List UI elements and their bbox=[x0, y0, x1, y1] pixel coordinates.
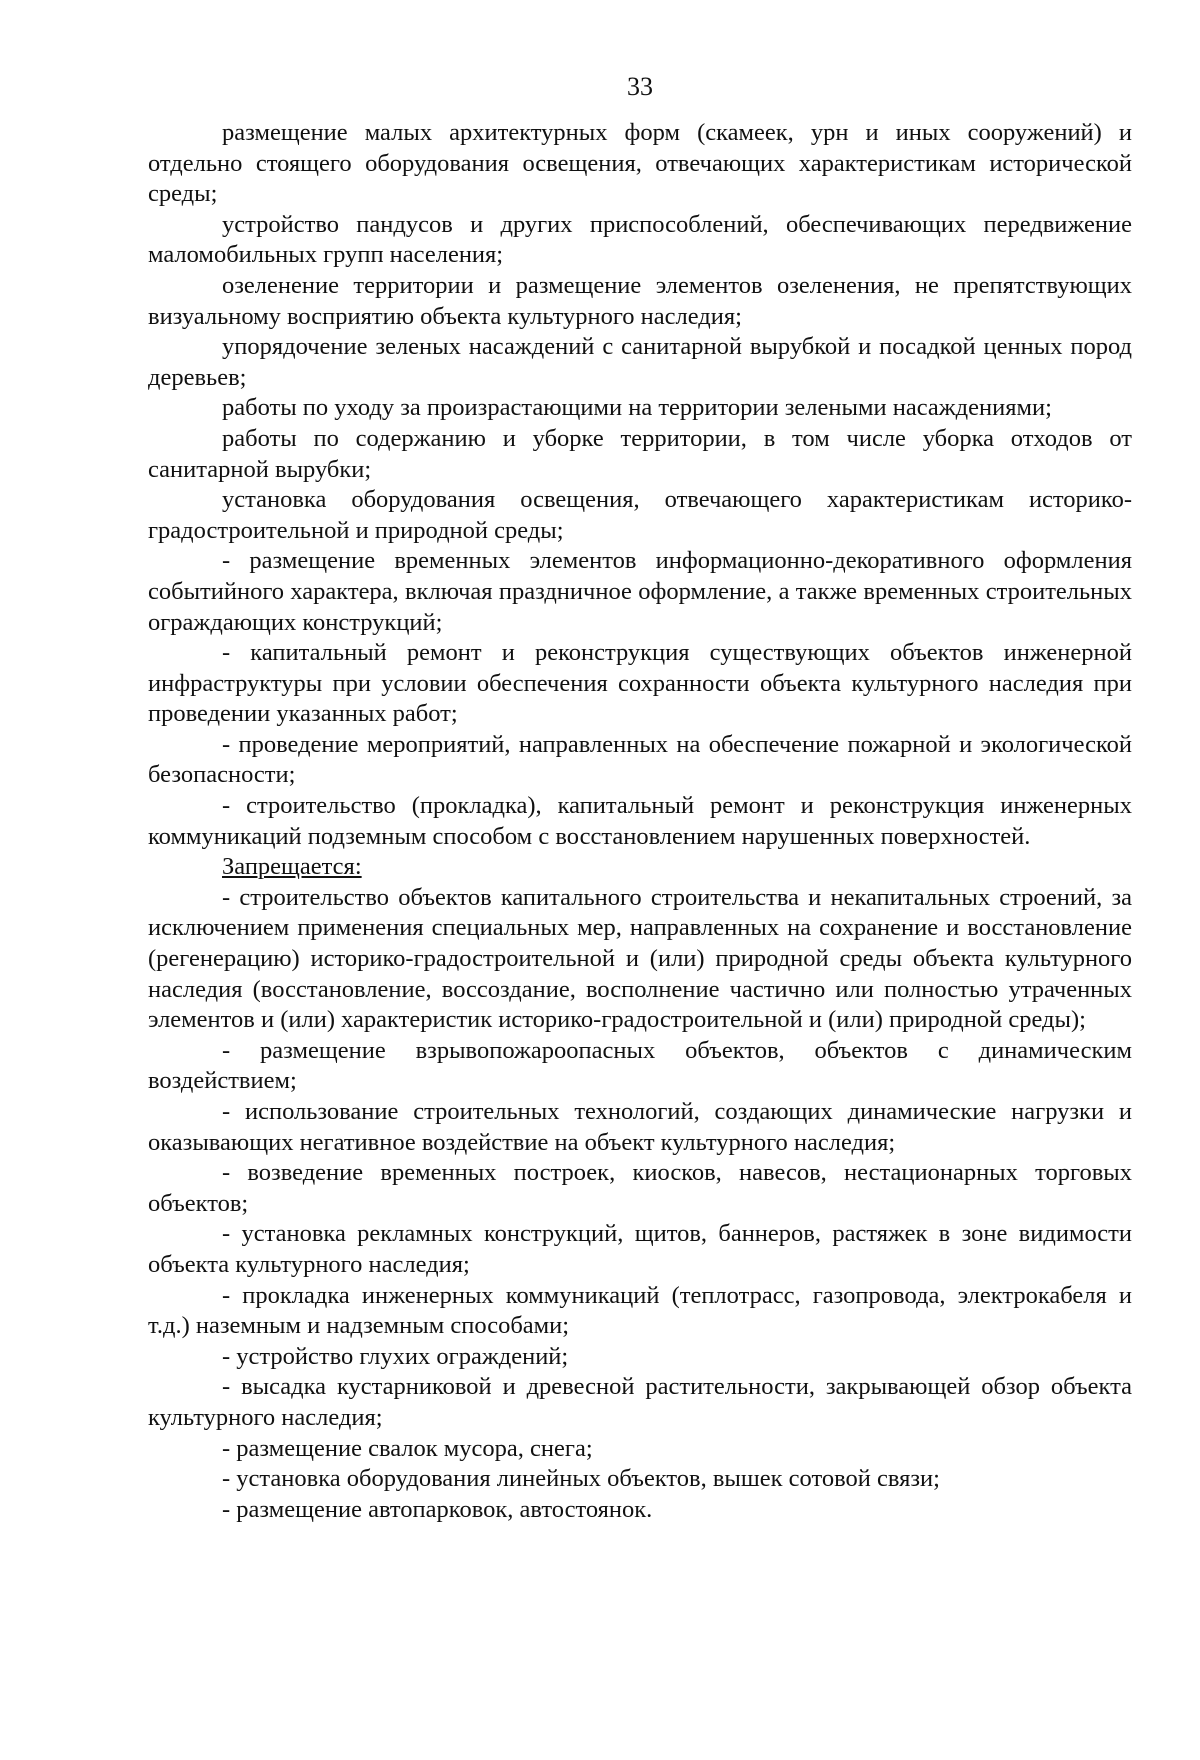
allowed-item-10: - проведение мероприятий, направленных на обеспечение пожарной и экологической безопасности; bbox=[148, 730, 1132, 789]
prohibited-heading bbox=[148, 852, 1132, 883]
allowed-item-6: работы по содержанию и уборке территории, в том числе уборка отходов от санитарной вырубки; bbox=[148, 424, 1132, 483]
prohibited-item-8: - высадка кустарниковой и древесной растительности, закрывающей обзор объекта культурного наследия; bbox=[148, 1373, 1132, 1431]
document-body bbox=[148, 118, 1132, 1525]
prohibited-item-5: - установка рекламных конструкций, щитов, баннеров, растяжек в зоне видимости объекта культурного наследия; bbox=[148, 1220, 1132, 1278]
prohibited-item-3: - использование строительных технологий, создающих динамические нагрузки и оказывающих негативное воздействие на объект культурного наследия; bbox=[148, 1098, 1132, 1156]
prohibited-item-6: - прокладка инженерных коммуникаций (теплотрасс, газопровода, электрокабеля и т.д.) наземным и надземным способами; bbox=[148, 1281, 1132, 1340]
allowed-item-5: работы по уходу за произрастающими на территории зелеными насаждениями; bbox=[222, 394, 1052, 422]
allowed-item-2: устройство пандусов и других приспособлений, обеспечивающих передвижение маломобильных групп населения; bbox=[148, 210, 1132, 269]
prohibited-item-10: - установка оборудования линейных объектов, вышек сотовой связи; bbox=[222, 1465, 940, 1493]
prohibited-item-9: - размещение свалок мусора, снега; bbox=[222, 1434, 593, 1462]
prohibited-item-7: - устройство глухих ограждений; bbox=[222, 1342, 569, 1370]
prohibited-item-2: - размещение взрывопожароопасных объектов, объектов с динамическим воздействием; bbox=[148, 1036, 1132, 1095]
allowed-item-1: размещение малых архитектурных форм (скамеек, урн и иных сооружений) и отдельно стоящего оборудования освещения, отвечающих характеристикам исторической среды; bbox=[148, 119, 1132, 208]
allowed-item-9: - капитальный ремонт и реконструкция существующих объектов инженерной инфраструктуры при условии обеспечения сохранности объекта культурного наследия при проведении указанных работ; bbox=[148, 639, 1132, 728]
allowed-item-11: - строительство (прокладка), капитальный ремонт и реконструкция инженерных коммуникаций подземным способом с восстановлением нарушенных поверхностей. bbox=[148, 792, 1132, 850]
allowed-item-4: упорядочение зеленых насаждений с санитарной вырубкой и посадкой ценных пород деревьев; bbox=[148, 333, 1132, 391]
allowed-item-7: установка оборудования освещения, отвечающего характеристикам историко-градостроительной и природной среды; bbox=[148, 486, 1132, 544]
page-number: 33 bbox=[627, 72, 653, 101]
prohibited-heading-text: Запрещается: bbox=[222, 853, 362, 881]
allowed-item-8: - размещение временных элементов информационно-декоративного оформления событийного характера, включая праздничное оформление, а также временных строительных ограждающих конструкций; bbox=[148, 547, 1132, 636]
allowed-item-3: озеленение территории и размещение элементов озеленения, не препятствующих визуальному восприятию объекта культурного наследия; bbox=[148, 271, 1132, 330]
prohibited-item-11: - размещение автопарковок, автостоянок. bbox=[222, 1495, 653, 1523]
prohibited-item-4: - возведение временных построек, киосков, навесов, нестационарных торговых объектов; bbox=[148, 1159, 1132, 1217]
prohibited-item-1: - строительство объектов капитального строительства и некапитальных строений, за исключением применения специальных мер, направленных на сохранение и восстановление (регенерацию) историко-градостроительной и (или) природной среды объекта культурного наследия (восстановление, воссоздание, восполнение частично или полностью утраченных элементов и (или) характеристик историко-градостроительной и (или) природной среды); bbox=[148, 883, 1132, 1034]
